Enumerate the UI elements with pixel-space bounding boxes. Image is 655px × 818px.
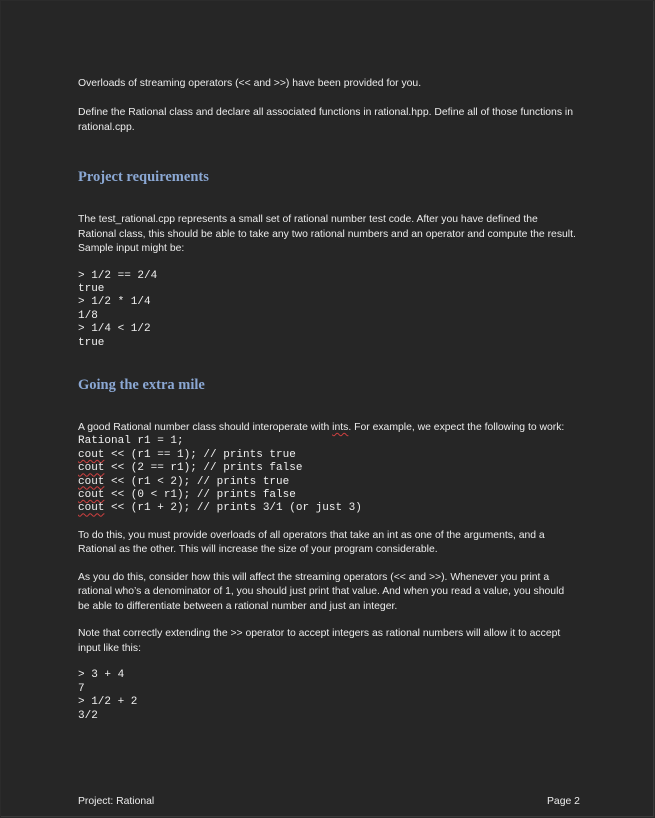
sample-line: 1/8 (78, 309, 98, 322)
spellcheck-word-cout: cout (78, 502, 105, 515)
intro-paragraph-1: Overloads of streaming operators (<< and >>) have been provided for you. (78, 78, 422, 89)
code-line (78, 476, 578, 489)
document-page (1, 1, 654, 817)
extra-p1-text-before: A good Rational number class should interoperate with (78, 421, 333, 433)
sample-line: > 1/2 * 1/4 (78, 296, 151, 309)
requirements-sample-block (78, 270, 578, 350)
code-line-rest: << (r1 < 2); // prints true (104, 475, 290, 488)
footer-page-number: Page 2 (547, 796, 580, 807)
extra-paragraph-3: As you do this, consider how this will affect the streaming operators (<< and >>). Whenever you print a rational who’s a denominator of 1, you should just print that value. And when you read a value, you should be able to differentiate between a rational number and just an integer. (78, 571, 565, 612)
code-line (78, 462, 578, 475)
extra-p1-text-after: . For example, we expect the following to work: (348, 421, 565, 433)
sample-line: 7 (78, 682, 85, 695)
footer-project-title: Project: Rational (78, 796, 155, 807)
extra-code-block (78, 435, 578, 515)
sample-line: true (78, 336, 105, 349)
extra-paragraph-2: To do this, you must provide overloads of all operators that take an int as one of the arguments, and a Rational as the other. This will increase the size of your program considerable. (78, 529, 545, 556)
heading-going-the-extra-mile: Going the extra mile (78, 376, 205, 393)
sample-line: true (78, 282, 105, 295)
sample-line: > 1/4 < 1/2 (78, 323, 151, 336)
code-line-rest: << (2 == r1); // prints false (104, 462, 303, 475)
code-line-rest: << (r1 == 1); // prints true (104, 448, 296, 461)
spellcheck-word-cout: cout (78, 448, 105, 461)
requirements-paragraph: The test_rational.cpp represents a small set of rational number test code. After you have defined the Rational class, this should be able to take any two rational numbers and an operator and compute the result. Sample input might be: (78, 214, 576, 254)
intro-paragraph-2: Define the Rational class and declare all associated functions in rational.hpp. Define all of those functions in rational.cpp. (78, 107, 574, 133)
sample-line: > 3 + 4 (78, 669, 125, 682)
code-line (78, 502, 578, 515)
extra-paragraph-1 (78, 421, 578, 436)
extra-paragraph-4: Note that correctly extending the >> operator to accept integers as rational numbers will allow it to accept input like this: (78, 628, 561, 654)
spellcheck-word-cout: cout (78, 475, 105, 488)
extra-sample-block (78, 669, 578, 723)
page-content (78, 77, 578, 723)
code-line (78, 449, 578, 462)
spellcheck-word-ints: ints (332, 421, 349, 433)
code-line-rest: << (0 < r1); // prints false (104, 489, 296, 502)
code-line (78, 489, 578, 502)
heading-project-requirements: Project requirements (78, 169, 209, 185)
spellcheck-word-cout: cout (78, 462, 105, 475)
sample-line: > 1/2 + 2 (78, 696, 138, 709)
sample-line: > 1/2 == 2/4 (78, 269, 158, 282)
code-line-rest: << (r1 + 2); // prints 3/1 (or just 3) (104, 502, 362, 515)
sample-line: 3/2 (78, 709, 98, 722)
code-line: Rational r1 = 1; (78, 435, 184, 448)
spellcheck-word-cout: cout (78, 489, 105, 502)
